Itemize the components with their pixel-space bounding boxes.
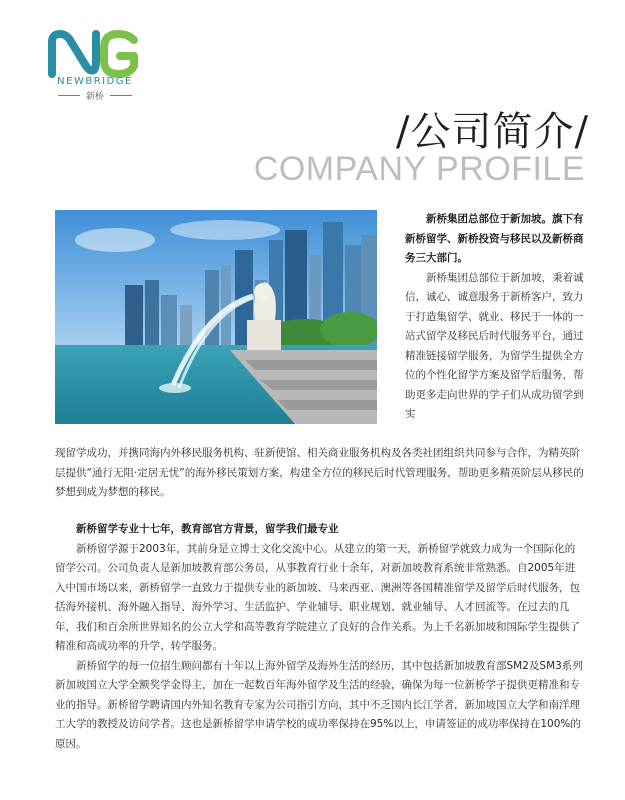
brand-name-cn: 新桥 xyxy=(85,92,104,102)
intro-body: 新桥集团总部位于新加坡，秉着诚信，诚心，诚意服务于新桥客户，致力于打造集留学、就业、移民于一体的一站式留学及移民后时代服务平台，通过精准链接留学服务，为留学生提供全方位的个性化留学方案及留学后服务，帮助更多走向世界的学子们从成功留学到实 xyxy=(405,271,584,420)
section-heading: 新桥留学专业十七年，教育部官方背景，留学我们最专业 xyxy=(76,523,339,535)
brand-name-en: NEWBRIDGE xyxy=(57,76,133,87)
study-abroad-section xyxy=(55,520,585,754)
intro-right-column xyxy=(405,210,585,425)
brand-rule-left xyxy=(58,95,80,96)
page-title-en: COMPANY PROFILE xyxy=(253,150,585,188)
brand-rule-right xyxy=(110,95,132,96)
intro-bold-lead: 新桥集团总部位于新加坡。旗下有新桥留学、新桥投资与移民以及新桥商务三大部门。 xyxy=(405,213,584,264)
singapore-skyline-photo xyxy=(55,210,377,424)
ng-logo-mark xyxy=(38,30,148,78)
intro-continuation: 现留学成功，并携同海内外移民服务机构、驻新使馆、相关商业服务机构及各类社团组织共同参与合作，为精英阶层提供“通行无阻·定居无忧”的海外移民策划方案，构建全方位的移民后时代管理服务，帮助更多精英阶层从移民的梦想到成为梦想的移民。 xyxy=(55,447,584,498)
intro-continuation-block xyxy=(55,444,585,503)
section-paragraph-1: 新桥留学源于2003年，其前身是立博士文化交流中心。从建立的第一天，新桥留学就致力成为一个国际化的留学公司。公司负责人是新加坡教育部公务员，从事教育行业十余年，对新加坡教育系统非常熟悉。自2005年进入中国市场以来，新桥留学一直致力于提供专业的新加坡、马来西亚、澳洲等各国精准留学及留学后时代服务，包括海外接机、海外融入指导、海外学习、生活监护、学业辅导、职业规划、就业辅导、人才回流等。在过去的几年，我们和百余所世界知名的公立大学和高等教育学院建立了良好的合作关系。为上千名新加坡和国际学生提供了精准和高成功率的升学、转学服务。 xyxy=(55,542,580,652)
section-paragraph-2: 新桥留学的每一位招生顾问都有十年以上海外留学及海外生活的经历，其中包括新加坡教育部SM2及SM3系列新加坡国立大学全额奖学金得主，加在一起数百年海外留学及生活的经验，确保为每一位新桥学子提供更精准和专业的指导。新桥留学聘请国内外知名教育专家为公司指引方向，其中不乏国内长江学者，新加坡国立大学和南洋理工大学的教授及访问学者。这也是新桥留学申请学校的成功率保持在95%以上，申请签证的成功率保持在100%的原因。 xyxy=(55,659,583,750)
brand-cn-row xyxy=(40,89,150,102)
page-title-cn: /公司简介/ xyxy=(396,109,589,155)
